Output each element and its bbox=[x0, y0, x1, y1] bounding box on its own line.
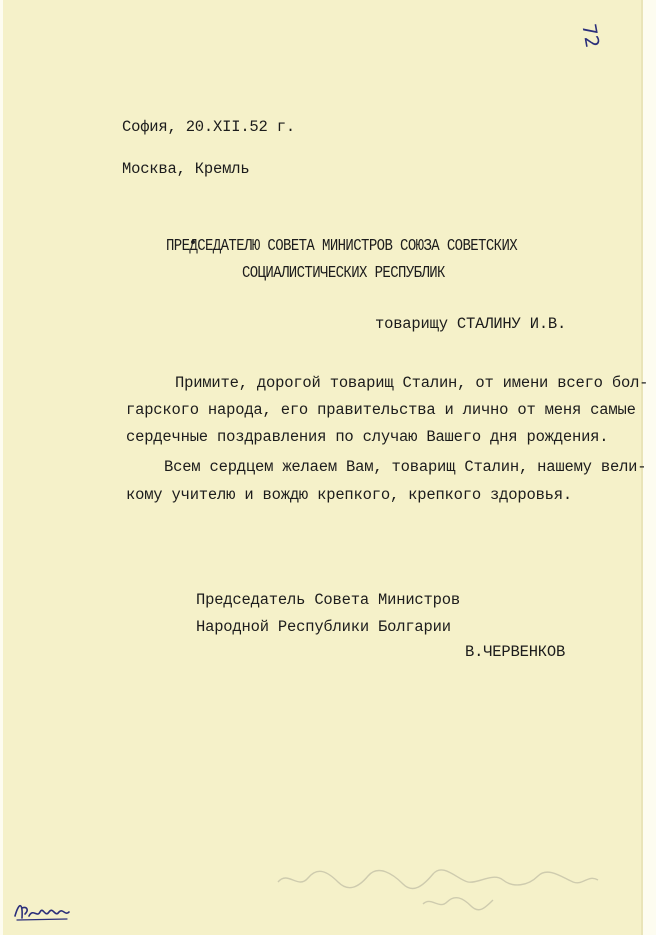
addressee-line-1: ПРЕДСЕДАТЕЛЮ СОВЕТА МИНИСТРОВ СОЮЗА СОВЕТСКИХ bbox=[166, 236, 518, 256]
sender-title-line-1: Председатель Совета Министров bbox=[196, 591, 460, 609]
archive-page-number: 72 bbox=[577, 22, 604, 50]
body-line-3: сердечные поздравления по случаю Вашего дня рождения. bbox=[126, 428, 609, 446]
sender-name: В.ЧЕРВЕНКОВ bbox=[465, 643, 566, 661]
body-line-2: гарского народа, его правительства и лично от меня самые bbox=[126, 401, 636, 419]
addressee-name: товарищу СТАЛИНУ И.В. bbox=[375, 315, 567, 333]
addressee-line-2: СОЦИАЛИСТИЧЕСКИХ РЕСПУБЛИК bbox=[242, 263, 445, 283]
body-line-5: кому учителю и вождю крепкого, крепкого здоровья. bbox=[126, 486, 572, 504]
place-date: София, 20.XII.52 г. bbox=[122, 118, 295, 136]
body-line-4: Всем сердцем желаем Вам, товарищ Сталин, нашему вели- bbox=[164, 458, 647, 476]
handwritten-signature bbox=[13, 900, 73, 924]
pencil-archive-note bbox=[273, 860, 603, 920]
letter-page bbox=[3, 0, 649, 935]
body-line-1: Примите, дорогой товарищ Сталин, от имени всего бол- bbox=[175, 374, 649, 392]
recipient-place: Москва, Кремль bbox=[122, 160, 250, 178]
sender-title-line-2: Народной Республики Болгарии bbox=[196, 618, 451, 636]
